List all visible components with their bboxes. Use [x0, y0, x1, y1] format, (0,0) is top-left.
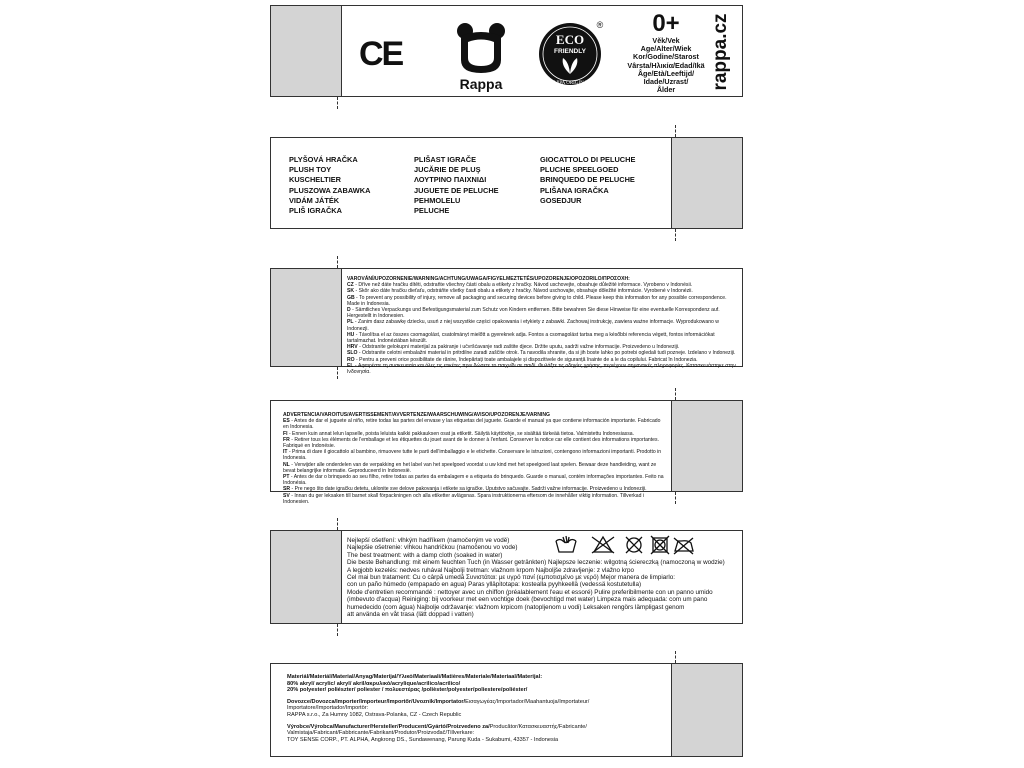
cut-guide	[675, 229, 676, 241]
no-dry-clean-icon	[626, 537, 642, 553]
material-heading: Materiál/Materiál/Material/Anyag/Materijal/Υλικό/Materiaali/Matières/Materiale/Materiaal/Materijal:	[287, 674, 543, 680]
warning-line: D - Sämtliches Verpackungs und Befestigungsmaterial zum Schutz von Kindern entfernen. Bitte bewahren Sie diese Hinweise für eine eventuelle Korrespondenz auf. Hergestellt in Indonesien.	[347, 307, 720, 320]
warning-line: CZ - Dříve než dáte hračku dítěti, odstraňte všechny části obalu a etikety z hračky. Návod uschovejte, obsahuje důležité informace. Vyrobeno v Indonésii.	[347, 282, 693, 289]
hand-wash-icon	[556, 536, 576, 552]
ce-mark: CE	[359, 35, 403, 73]
producer-line: Valmistaja/Fabricant/Fabbricante/Fabrikant/Produtor/Proizvođač/Tillverkare:	[287, 730, 475, 737]
warning-text	[283, 412, 666, 505]
warning-line: FR - Retirer tous les éléments de l'emballage et les étiquettes du jouet avant de le donner à l'enfant. Conserver la notice car elle contient des informations importantes. Fabriqué en Indonésie.	[283, 436, 659, 450]
warning-line: ES - Antes de dar el juguete al niño, retire todas las partes del envase y las etiquetas del juguete. Guarde el manual ya que contiene información importante. Fabricado en Indonesia.	[283, 418, 661, 431]
care-line: (imbevuto d'acqua) Reiniging: bij voorkeur met een vochtige doek (bevochtigd met water) Limpeza mais adequada: com um pano	[347, 596, 708, 604]
warning-line: PL - Zanim dasz zabawkę dziecku, usuń z niej wszystkie części opakowania i etykiety z zabawki. Zachowaj instrukcję, zawiera ważne informacje. Wyprodukowano w Indonezji.	[347, 319, 719, 332]
registered-mark: ®	[596, 20, 604, 30]
logo-label	[270, 5, 743, 97]
product-name: GIOCATTOLO DI PELUCHE	[540, 155, 636, 164]
warning-line: EL - Αφαιρέστε τη συσκευασία και όλες τις ετικέτες πριν δώσετε το παιχνίδι σε παιδί. Φυλάξτε τις οδηγίες χρήσης, περιέχουν σημαντικές πληροφορίες. Κατασκευάστηκε στην Ινδονησία.	[347, 362, 736, 376]
importer-heading: Dovozce/Dovozca/Importer/Importeur/Importőr/Uvoznik/Importator/Εισαγωγέας/Importador/Maahantuoja/Importateur/	[287, 698, 590, 705]
product-name: PLUSZOWA ZABAWKA	[289, 185, 371, 195]
cut-guide	[337, 256, 338, 268]
product-name: PELUCHE	[414, 206, 450, 216]
age-line: Ålder	[656, 85, 676, 95]
age-line: Kor/Godine/Starost	[633, 52, 699, 62]
gray-sew-margin	[271, 531, 342, 623]
cut-guide	[675, 125, 676, 137]
product-name-label	[270, 137, 743, 229]
warning-heading: VAROVÁNÍ/UPOZORNENIE/WARNING/ACHTUNG/UWAGA/FIGYELMEZTETÉS/UPOZORENJE/OPOZORILO/ΠΡΟΣΟΧΗ:	[347, 276, 630, 282]
cut-guide	[675, 388, 676, 400]
material-line: 20% polyester/ poliészter/ poliester / πολυεστέρας /polièster/polyester/poliestere/poliéster/	[287, 687, 528, 694]
warning-line: HU - Távolítsa el az összes csomagolást, csatolmányt mielőtt a gyereknek adja. Fontos a csomagolást tartsa meg a későbbi referencia végett, fontos információkat tartalmazhat. Indonéziában készült.	[347, 331, 715, 345]
warning-line: SV - Innan du ger leksaken till barnet skall förpackningen och alla etiketter avlägsnas. Spara instruktionerna eftersom de innehåller viktig information. Tillverkad i Indonesien.	[283, 492, 644, 505]
age-block	[625, 11, 707, 94]
material-label	[270, 663, 743, 757]
warning-line: HRV - Odstranite gelokupni materijal za pakiranje i učvršćavanje radi zaštite djece. Držite uputu, sadrži važne informacije. Proizvedeno u Indoneziji.	[347, 344, 680, 351]
product-name: JUGUETE DE PELUCHE	[414, 185, 499, 195]
vertical-brand	[708, 12, 734, 92]
warning-line: SLO - Odstranite celotni embalažni material in pritrdilne zaradi zaščite otrok. Ta navodila shranite, da si jih boste lahko po potrebi ogledali tudi pozneje. Izdelano v Indoneziji.	[347, 350, 736, 357]
warning-line: IT - Prima di dare il giocattolo al bambino, rimuovere tutte le parti dell'imballaggio e le etichette. Conservare le istruzioni, contengono informazioni importanti. Prodotto in Indonesia.	[283, 449, 662, 462]
gray-sew-margin	[671, 401, 742, 491]
rappa-bear-logo	[451, 18, 511, 93]
friendly-text: FRIENDLY	[554, 48, 586, 55]
care-line: att använda en våt trasa (lätt doppad i vatten)	[347, 611, 474, 619]
care-line: Cel mai bun tratament: Cu o cârpă umedă Συνιστάται: με υγρό πανί (εμποτισμένο με νερό) Mejor manera de limpiarlo:	[347, 574, 675, 582]
rappa-original-text: RAPPA ORIGINAL	[549, 81, 591, 86]
care-line: Najlepšie ošetrenie: vlhkou handričkou (namočenou vo vode)	[347, 544, 518, 552]
care-line: A legjobb kezelés: nedves ruhával Najbolji tretman: vlažnom krpom Najboljše zdravljenje: z vlažno krpo	[347, 566, 635, 574]
care-symbols	[554, 535, 694, 555]
warning-line: RO - Pentru a preveni orice posibilitate de rănire, îndepărtați toate ambalajele și dispozitivele de siguranță înainte de a le da copilului. Fabricat în Indonezia.	[347, 356, 698, 363]
product-name: PLUSH TOY	[289, 165, 332, 175]
material-text	[287, 674, 666, 743]
cut-guide	[337, 624, 338, 636]
warning-line: NL - Verwijder alle onderdelen van de verpakking en het label van het speelgoed voordat u uw kind met het speelgoed laat spelen. Bewaar deze handleiding, want ze bevat belangrijke informatie. Geproduceerd in Indonesië.	[283, 461, 657, 474]
product-name: PLUCHE SPEELGOED	[540, 165, 619, 175]
warning-line: FI - Ennen kuin annat lelun lapselle, poista leluista kaikki pakkauksen osat ja etiketit. Säilytä käyttöohje, se sisältää tärkeää tietoa. Valmistettu Indonesiassa.	[283, 430, 635, 437]
gray-sew-margin	[271, 269, 342, 366]
warning-label-1	[270, 268, 743, 376]
cut-guide	[337, 97, 338, 109]
eco-friendly-badge	[537, 18, 607, 90]
importer-line: Importatore/Importador/Importör:	[287, 705, 369, 712]
care-label	[270, 530, 743, 624]
product-name: PLIŠANA IGRAČKA	[540, 185, 609, 195]
warning-line: SR - Pre nego što date igračku detetu, uklonite sve delove pakovanja i etikete sa igračke. Uputstvo sačuvajte. Sadrži važne informacije. Proizvedeno u Indoneziji.	[283, 486, 647, 493]
warning-line: GB - To prevent any possibility of injury, remove all packaging and securing devices before giving to child. Please keep this information for any possible correspondence. Made in Indonesia.	[347, 294, 727, 307]
cut-guide	[675, 492, 676, 504]
warning-line: SK - Skôr ako dáte hračku dieťaťu, odstráňte všetky časti obalu a etikety z hračky. Návod uschovajte, obsahuje dôležité informácie. Vyrobené v Indonézii.	[347, 288, 693, 295]
product-name: PLIŠAST IGRAČE	[414, 155, 477, 164]
no-bleach-icon	[592, 537, 614, 553]
gray-sew-margin	[271, 6, 342, 96]
gray-sew-margin	[671, 664, 742, 756]
importer-address: RAPPA s.r.o., Za Humny 1082, Ostrava-Polanka, CZ - Czech Republic	[287, 711, 462, 718]
age-line: Âge/Età/Leeftijd/	[637, 68, 695, 78]
care-line: Die beste Behandlung: mit einem feuchten Tuch (in Wasser getränkten) Najlepsze leczenie: wilgotną ściereczką (namoczoną w wodzie)	[347, 559, 725, 567]
producer-heading: Výrobce/Výrobca/Manufacturer/Hersteller/Producent/Gyártó/Proizvedeno za/Producător/Κατασκευαστής/Fabricante/	[287, 723, 587, 730]
age-line: Idade/Uzrast/	[643, 77, 689, 87]
names-column-1	[289, 155, 419, 216]
warning-line: PT - Antes de dar o brinquedo ao seu filho, retire todas as partes da embalagem e a etiqueta do brinquedo. Guarde o manual, contém informações importantes. Feito na Indonésia.	[283, 474, 664, 487]
vertical-brand-text: rappa.cz	[710, 13, 731, 91]
product-name: GOSEDJUR	[540, 195, 582, 205]
care-line: Nejlepší ošetření: vlhkým hadříkem (namočeným ve vodě)	[347, 537, 510, 544]
product-name: PEHMOLELU	[414, 195, 461, 205]
product-name: ΛΟΥΤΡΙΝΟ ΠΑΙΧΝΙΔΙ	[414, 175, 487, 185]
product-name: BRINQUEDO DE PELUCHE	[540, 175, 635, 185]
product-name: VIDÁM JÁTÉK	[289, 195, 340, 205]
cut-guide	[337, 518, 338, 530]
brand-logo-text: Rappa	[459, 76, 503, 92]
warning-text	[347, 276, 736, 375]
age-line: Vârsta/Ηλικία/Edad/Ikä	[627, 60, 705, 70]
material-line: 80% akryl/ acrylic/ akryl/ akril/ακρυλικό/acrylique/acrilico/acrilico/	[287, 680, 461, 687]
product-name: KUSCHELTIER	[289, 175, 342, 185]
no-tumble-dry-icon	[651, 536, 669, 554]
age-line: Věk/Vek	[652, 36, 680, 45]
no-iron-icon	[674, 538, 693, 554]
warning-label-2	[270, 400, 743, 505]
warning-heading: ADVERTENCIA/VAROITUS/AVERTISSEMENT/AVVERTENZE/WAARSCHUWING/AVISO/UPOZORENJE/VARNING	[283, 412, 550, 418]
gray-sew-margin	[671, 138, 742, 228]
care-line: con un paño húmedo (empapado en agua) Paras ylläpitotapa: kostealla pyyhkeellä (vedessä kostutetulla)	[347, 581, 642, 589]
names-column-2	[414, 155, 544, 216]
care-line: Mode d'entretien recommandé : nettoyer avec un chiffon (préalablement l'eau et essoré) Pulire preferibilmente con un panno umido	[347, 588, 713, 596]
producer-address: TOY SENSE CORP., PT. ALPHA, Angkrong DS., Sundawenang, Parung Kuda - Sukabumi, 43357 - Indonesia	[287, 736, 559, 743]
age-line: Age/Alter/Wiek	[640, 44, 692, 54]
age-value: 0+	[652, 10, 680, 37]
care-line: humedecido (com água) Najbolje održavanje: vlažnom krpicom (natopljenom u vodi) Leksaken rengörs lämpligast genom	[347, 603, 685, 611]
names-column-3	[540, 155, 670, 206]
product-name: JUCĂRIE DE PLUŞ	[414, 165, 481, 175]
cut-guide	[675, 651, 676, 663]
cut-guide	[337, 367, 338, 379]
product-name: PLIŠ IGRAČKA	[289, 206, 342, 216]
eco-text: ECO	[555, 32, 585, 47]
product-name: PLYŠOVÁ HRAČKA	[289, 155, 358, 164]
care-line: The best treatment: with a damp cloth (soaked in water)	[347, 551, 503, 559]
